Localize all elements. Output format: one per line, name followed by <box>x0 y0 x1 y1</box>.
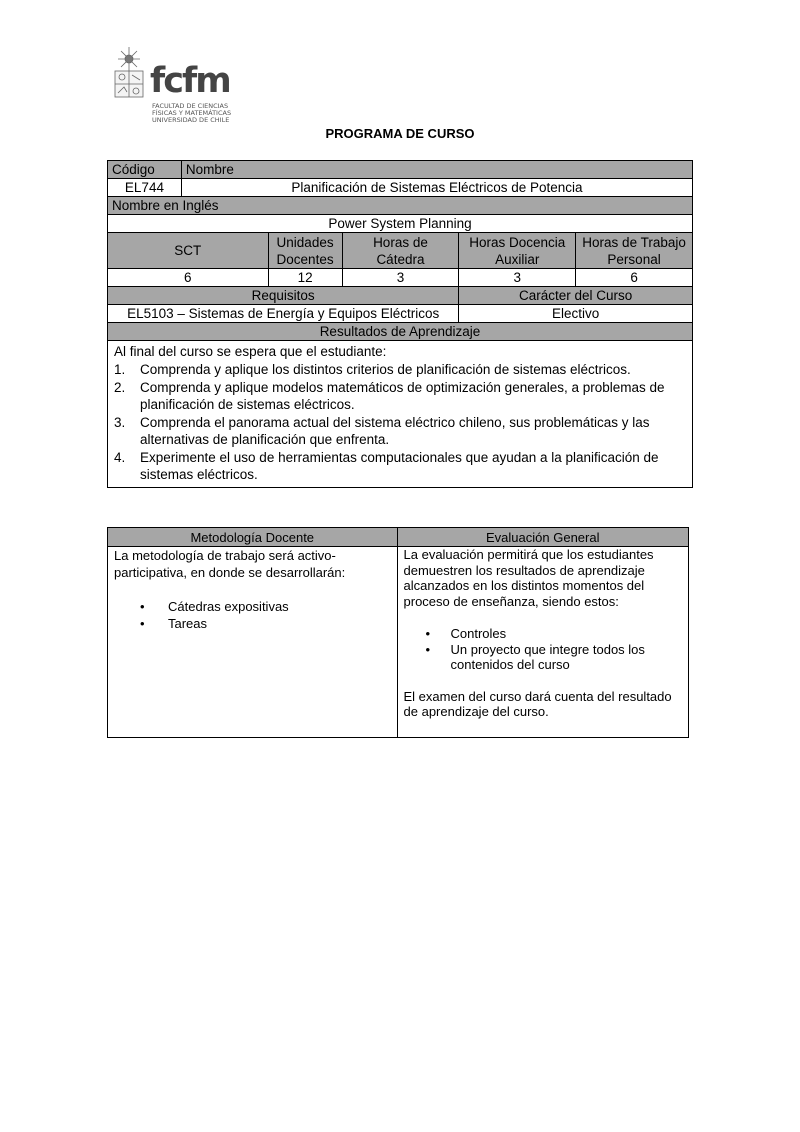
methodology-evaluation-table <box>107 527 689 738</box>
bullet-icon: • <box>140 599 145 614</box>
methodology-text: La metodología de trabajo será activo-participativa, en donde se desarrollarán: <box>114 548 346 580</box>
list-item: • Controles <box>425 626 507 641</box>
methodology-body <box>108 547 398 738</box>
auxiliar-value: 3 <box>459 269 576 287</box>
evaluation-label: Evaluación General <box>397 528 688 547</box>
fcfm-logo <box>112 45 244 130</box>
catedra-value: 3 <box>342 269 459 287</box>
code-label: Código <box>108 161 182 179</box>
requisites-label: Requisitos <box>108 287 459 305</box>
logo-wordmark: fcfm <box>150 61 230 101</box>
list-item: • Un proyecto que integre todos los contenidos del curso <box>425 641 645 672</box>
catedra-header: Horas de Cátedra <box>342 233 459 269</box>
units-value: 12 <box>268 269 342 287</box>
english-name-label: Nombre en Inglés <box>108 197 693 215</box>
personal-header: Horas de Trabajo Personal <box>576 233 693 269</box>
outcomes-intro: Al final del curso se espera que el estudiante: <box>114 344 387 359</box>
list-item: • Cátedras expositivas <box>140 599 289 614</box>
outcomes-label: Resultados de Aprendizaje <box>108 323 693 341</box>
methodology-label: Metodología Docente <box>108 528 398 547</box>
auxiliar-header: Horas Docencia Auxiliar <box>459 233 576 269</box>
evaluation-body <box>397 547 688 738</box>
units-header: Unidades Docentes <box>268 233 342 269</box>
list-item: 2. Comprenda y aplique modelos matemáticos de optimización generales, a problemas de planificación de sistemas eléctricos. <box>114 380 665 412</box>
english-name: Power System Planning <box>108 215 693 233</box>
bullet-icon: • <box>425 641 431 657</box>
list-item: 4. Experimente el uso de herramientas computacionales que ayudan a la planificación de sistemas eléctricos. <box>114 450 659 482</box>
list-item: 3. Comprenda el panorama actual del sistema eléctrico chileno, sus problemáticas y las alternativas de planificación que enfrenta. <box>114 415 650 447</box>
bullet-icon: • <box>140 616 145 631</box>
list-item: 1. Comprenda y aplique los distintos criterios de planificación de sistemas eléctricos. <box>114 362 631 377</box>
course-name: Planificación de Sistemas Eléctricos de Potencia <box>181 179 692 197</box>
course-code: EL744 <box>108 179 182 197</box>
course-table <box>107 160 693 488</box>
list-item: • Tareas <box>140 616 208 631</box>
logo-subtitle: FACULTAD DE CIENCIAS FÍSICAS Y MATEMÁTICAS UNIVERSIDAD DE CHILE <box>152 102 232 124</box>
university-seal-icon <box>112 45 148 105</box>
requisites-value: EL5103 – Sistemas de Energía y Equipos Eléctricos <box>108 305 459 323</box>
sct-header: SCT <box>108 233 269 269</box>
sct-value: 6 <box>108 269 269 287</box>
evaluation-closing: El examen del curso dará cuenta del resultado de aprendizaje del curso. <box>403 688 672 719</box>
page-title: PROGRAMA DE CURSO <box>325 126 475 141</box>
outcomes-section <box>108 341 693 488</box>
bullet-icon: • <box>425 626 431 641</box>
character-value: Electivo <box>459 305 693 323</box>
evaluation-text: La evaluación permitirá que los estudiantes demuestren los resultados de aprendizaje alcanzados en los distintos momentos del proceso de enseñanza, siendo estos: <box>403 547 654 609</box>
character-label: Carácter del Curso <box>459 287 693 305</box>
name-label: Nombre <box>181 161 692 179</box>
personal-value: 6 <box>576 269 693 287</box>
